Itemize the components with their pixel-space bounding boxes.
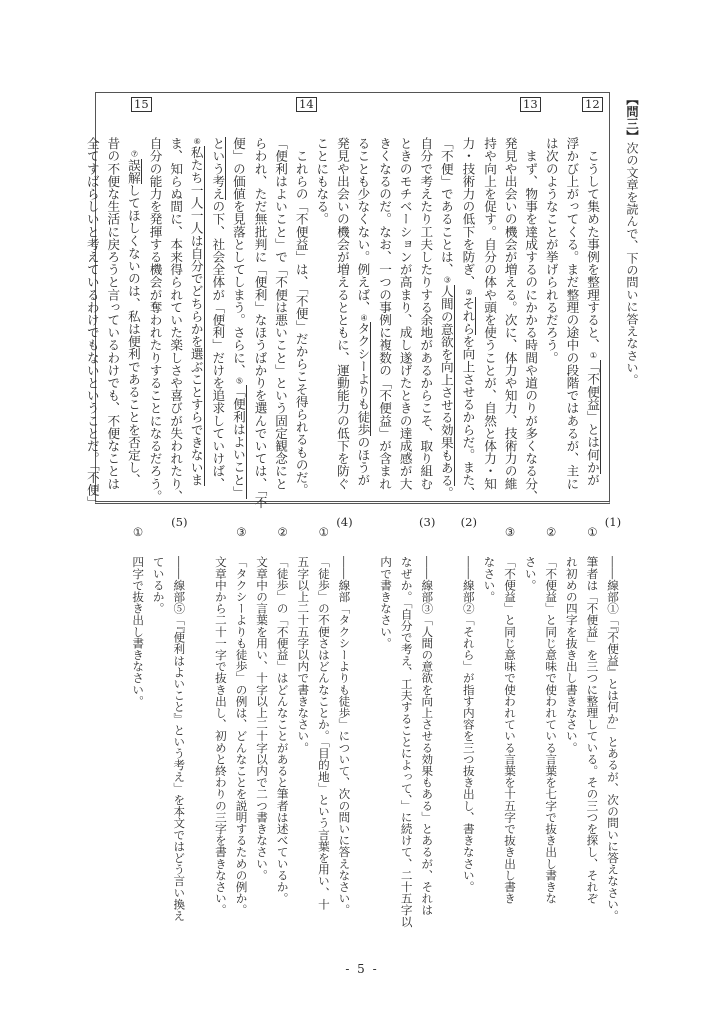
question-list bbox=[90, 512, 623, 957]
passage-line bbox=[581, 137, 603, 499]
question-label: ③ bbox=[504, 525, 516, 539]
passage-text-segment: らわれ、ただ無批判に「便利」なほうばかりを選んでいては、「不 bbox=[252, 137, 268, 509]
question-label: (2) bbox=[460, 515, 478, 529]
question-label bbox=[252, 512, 272, 556]
question-line bbox=[148, 512, 169, 957]
passage-text-segment: ことにもなる。 bbox=[314, 137, 330, 226]
passage-line bbox=[81, 137, 102, 509]
question-label: ① bbox=[318, 525, 330, 539]
passage-text-segment: ま、知らぬ間に、本来得られていた楽しさや喜びが失われたり、 bbox=[168, 137, 184, 503]
question-text: ――線部③「人間の意欲を向上させる効果もある」とあるが、それは bbox=[420, 556, 435, 916]
question-label: (1) bbox=[604, 515, 622, 529]
question-label bbox=[521, 512, 541, 556]
passage-line bbox=[540, 137, 561, 499]
question-text: 四字で抜き出し書きなさい。 bbox=[131, 556, 146, 707]
passage-line bbox=[165, 137, 186, 503]
question-text: 五字以上二十五字以内で書きなさい。 bbox=[296, 556, 311, 754]
question-text: 「不便益」と同じ意味で使われている言葉を十五字で抜き出し書き bbox=[503, 556, 518, 904]
question-line bbox=[458, 512, 479, 957]
sidelined-text: 誤解 bbox=[125, 158, 141, 184]
question-label: ② bbox=[546, 525, 557, 539]
passage-line bbox=[185, 137, 207, 499]
passage-text-segment: 発見や出会いの機会が増える。次に、体力や知力、技術力の維 bbox=[502, 137, 518, 490]
passage-line bbox=[499, 137, 520, 499]
paragraph-number: 14 bbox=[296, 97, 317, 112]
sidelined-text: 「便利はよいこと」 bbox=[230, 385, 246, 499]
sideline-marker: ⑤ bbox=[234, 376, 244, 386]
passage-text-segment: の下、社会全体が「便利」だけを追求していけば、 bbox=[210, 200, 226, 490]
question-group bbox=[479, 512, 623, 957]
question-label: ① bbox=[132, 525, 144, 539]
question-line bbox=[313, 512, 334, 957]
question-label: ② bbox=[277, 525, 288, 539]
question-line bbox=[561, 512, 582, 957]
question-line bbox=[252, 512, 273, 957]
question-text: なさい。 bbox=[482, 556, 497, 603]
passage-text-segment: 持や向上を促す。自分の体や頭を使うことが、自然と体力・知 bbox=[482, 137, 498, 490]
question-line bbox=[231, 512, 252, 957]
passage-text-segment: 「便利はよいこと」で「不便は悪いこと」という固定観念にと bbox=[273, 137, 289, 490]
question-line bbox=[417, 512, 438, 957]
question-line bbox=[375, 512, 396, 957]
question-text: なぜか。「自分で考え、工夫することによって、」に続けて、二十五字以 bbox=[399, 556, 414, 928]
sidelined-text: 私たち一人一人は自分でどちらかを選ぶことすらできないま bbox=[188, 146, 204, 487]
question-text: れ初めの四字を抜き出し書きなさい。 bbox=[564, 556, 579, 754]
paragraph-number: 12 bbox=[582, 97, 603, 112]
passage-line bbox=[290, 137, 311, 499]
question-label bbox=[397, 512, 417, 556]
question-group bbox=[128, 512, 190, 957]
question-text: さい。 bbox=[523, 556, 538, 591]
question-text: 筆者は「不便益」を三つに整理している。その三つを探し、それぞ bbox=[585, 556, 600, 904]
question-number: 【問三】 bbox=[625, 93, 639, 142]
passage-text-segment: 「不便」であることは、 bbox=[438, 137, 454, 276]
question-text: 「不便益」と同じ意味で使われている言葉を七字で抜き出し書きな bbox=[544, 556, 559, 904]
passage-line bbox=[457, 137, 479, 499]
sidelined-text: タクシーよりも徒歩 bbox=[355, 322, 371, 436]
question-text: 文章中から二十一字で抜き出し、初めと終わりの三字を書きなさい。 bbox=[213, 556, 228, 916]
passage-text-segment: 昔の不便な生活に戻ろうと言っているわけでも、不便なことは bbox=[105, 137, 121, 490]
passage-text-segment: が bbox=[585, 473, 600, 487]
sideline-marker: ⑥ bbox=[192, 137, 202, 146]
question-label: (5) bbox=[171, 515, 188, 529]
passage-text-segment: これらの「不便益」は、「不便」だからこそ得られるものだ。 bbox=[293, 137, 309, 497]
question-line bbox=[499, 512, 520, 957]
question-text: 「徒歩」の不便さはどんなことか。「目的地」という言葉を用い、十 bbox=[316, 556, 331, 910]
passage-line bbox=[520, 137, 541, 503]
passage-text-segment: は次のようなことが挙げられるだろう。 bbox=[543, 137, 559, 364]
question-text: ――線部「タクシーよりも徒歩」について、次の問いに答えなさい。 bbox=[337, 556, 352, 916]
passage-text-segment bbox=[126, 137, 141, 150]
passage-text-segment: 全てすばらしいと考えているわけでもないということだ。「不便」 bbox=[84, 137, 100, 509]
question-line bbox=[128, 512, 149, 957]
question-label bbox=[293, 512, 313, 556]
question-line bbox=[334, 512, 355, 957]
passage-text-segment: ときのモチベーションが高まり、成し遂げたときの達成感が大 bbox=[397, 137, 413, 490]
passage-text-segment: こうして集めた事例を整理すると、 bbox=[585, 137, 600, 352]
sidelined-text: 人間の意欲を向上させる効果もある bbox=[438, 284, 454, 487]
paragraph-number: 13 bbox=[520, 97, 541, 112]
passage-line bbox=[394, 137, 415, 499]
sideline-marker: ⑦ bbox=[129, 149, 139, 159]
passage-line bbox=[102, 137, 123, 499]
question-label: ③ bbox=[236, 525, 247, 539]
passage-line bbox=[331, 137, 352, 499]
question-line bbox=[293, 512, 314, 957]
question-line bbox=[272, 512, 293, 957]
page-number: - 5 - bbox=[345, 962, 379, 976]
sidelined-text: それら bbox=[460, 297, 476, 336]
question-text: 内で書きなさい。 bbox=[379, 556, 394, 649]
passage-text-segment: 便」の価値を見落としてしまう。さらに、 bbox=[230, 137, 246, 377]
sideline-marker: ④ bbox=[359, 313, 369, 323]
question-text: 文章中の言葉を用い、十字以上二十字以内で二つ書きなさい。 bbox=[255, 556, 270, 881]
question-group bbox=[210, 512, 354, 957]
passage-line bbox=[435, 137, 457, 499]
passage-text bbox=[84, 137, 603, 509]
passage-line bbox=[478, 137, 499, 499]
question-label bbox=[149, 512, 169, 556]
question-label: (4) bbox=[336, 515, 353, 529]
question-heading bbox=[622, 93, 642, 413]
question-text: ――線部①「『不便益』とは何か」とあるが、次の問いに答えなさい。 bbox=[606, 556, 620, 922]
passage-line bbox=[270, 137, 291, 499]
passage-line bbox=[415, 137, 436, 499]
question-label: (3) bbox=[419, 515, 436, 529]
passage-line bbox=[144, 137, 165, 503]
passage-line bbox=[249, 137, 270, 509]
question-text: ているか。 bbox=[151, 556, 166, 614]
sidelined-text: という考え bbox=[210, 137, 226, 200]
passage-line bbox=[207, 137, 228, 499]
question-text: ――線部⑤「『便利はよいこと』という考え」を本文ではどう言い換え bbox=[172, 556, 187, 922]
passage-line bbox=[373, 137, 394, 499]
passage-text-segment: のほうが bbox=[355, 435, 371, 487]
passage-text-segment: ることも少なくない。例えば、 bbox=[355, 137, 371, 314]
sideline-marker: ② bbox=[464, 288, 474, 298]
question-text: 「タクシーよりも徒歩」の例は、どんなことを説明するための例か。 bbox=[234, 556, 249, 916]
passage-line bbox=[352, 137, 374, 499]
passage-text-segment: まず、物事を達成するのにかかる時間や道のりが多くなる分、 bbox=[523, 137, 539, 503]
question-line bbox=[602, 512, 623, 957]
question-group bbox=[458, 512, 479, 957]
question-label bbox=[376, 512, 396, 556]
passage-text-segment: を向上させるからだ。また、 bbox=[460, 335, 476, 499]
question-line bbox=[541, 512, 562, 957]
passage-text-segment: 浮かび上がってくる。まだ整理の途中の段階ではあるが、主に bbox=[564, 137, 580, 490]
question-group bbox=[375, 512, 437, 957]
passage-line bbox=[311, 137, 332, 499]
question-text: 「徒歩」の「不便益」はどんなことがあると筆者は述べているか。 bbox=[275, 556, 290, 904]
passage-text-segment: 自分の能力を発揮する機会が奪われたりすることになるだろう。 bbox=[147, 137, 163, 503]
question-instruction: 次の文章を読んで、下の問いに答えなさい。 bbox=[625, 141, 639, 386]
passage-text-segment: 。 bbox=[438, 486, 454, 499]
question-line bbox=[520, 512, 541, 957]
passage-line bbox=[561, 137, 582, 499]
question-line bbox=[582, 512, 603, 957]
question-line bbox=[479, 512, 500, 957]
question-label bbox=[562, 512, 582, 556]
question-text: ――線部②「それら」が指す内容を三つ抜き出し、書きなさい。 bbox=[461, 556, 476, 893]
passage-text-segment: きくなるのだ。なお、一つの事例に複数の「不便益」が含まれ bbox=[377, 137, 393, 490]
question-line bbox=[396, 512, 417, 957]
sideline-marker: ③ bbox=[442, 275, 452, 285]
passage-text-segment: 発見や出会いの機会が増えるとともに、運動能力の低下を防ぐ bbox=[334, 137, 350, 490]
question-label bbox=[211, 512, 231, 556]
question-label bbox=[479, 512, 499, 556]
passage-line bbox=[122, 137, 144, 499]
passage-text-segment: してほしくないのは、私は便利であることを否定し、 bbox=[125, 183, 141, 487]
question-line bbox=[210, 512, 231, 957]
sideline-marker: ① bbox=[589, 351, 598, 361]
passage-text-segment: 力・技術力の低下を防ぎ、 bbox=[460, 137, 476, 289]
question-line bbox=[169, 512, 190, 957]
passage-text-segment: 自分で考えたり工夫したりする余地があるからこそ、取り組む bbox=[418, 137, 434, 490]
question-label: ① bbox=[587, 525, 598, 539]
sidelined-text: 「不便益」とは何か bbox=[585, 360, 600, 474]
paragraph-number: 15 bbox=[131, 97, 152, 112]
passage-line bbox=[227, 137, 249, 499]
